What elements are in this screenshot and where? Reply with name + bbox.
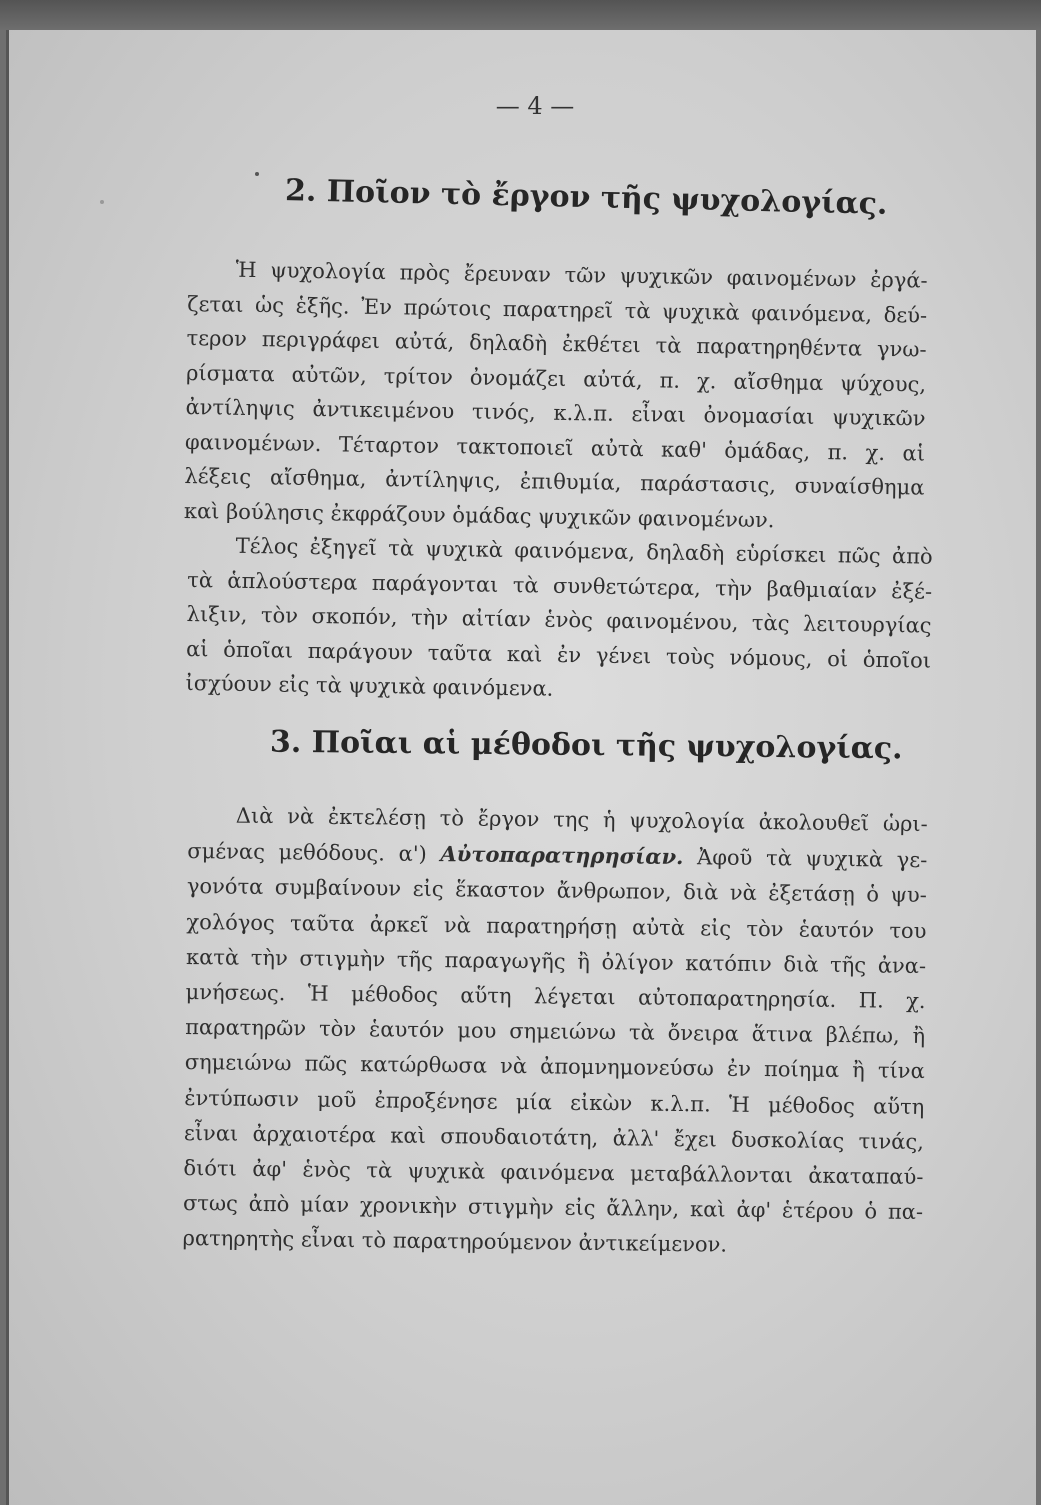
scan-top-edge	[0, 0, 1041, 30]
text-line: φαινομένων. Τέταρτον τακτοποιεῖ αὐτὰ καθ' ὁμάδας, π. χ. αἱ	[184, 429, 926, 466]
text-line: ρατηρητὴς εἶναι τὸ παρατηρούμενον ἀντικείμενον.	[182, 1226, 728, 1258]
text-line: Διὰ νὰ ἐκτελέσῃ τὸ ἔργον της ἡ ψυχολογία ἀκολουθεῖ ὡρι-	[235, 803, 928, 837]
text-line: τερον περιγράφει αὐτά, δηλαδὴ ἐκθέτει τὰ παρατηρηθέντα γνω-	[186, 325, 927, 362]
text-line: λιξιν, τὸν σκοπόν, τὴν αἰτίαν ἑνὸς φαινομένου, τὰς λειτουργίας	[186, 601, 932, 638]
emphasized-term: Αὐτοπαρατηρησίαν.	[440, 841, 684, 870]
text-line: τὰ ἁπλούστερα παράγονται τὰ συνθετώτερα, τὴν βαθμιαίαν ἐξέ-	[187, 567, 933, 604]
text-line: Ἡ ψυχολογία πρὸς ἔρευναν τῶν ψυχικῶν φαινομένων ἐργά-	[235, 257, 928, 293]
section-2-paragraph-2	[185, 528, 933, 712]
text-line: στως ἀπὸ μίαν χρονικὴν στιγμὴν εἰς ἄλλην, καὶ ἀφ' ἑτέρου ὁ πα-	[182, 1191, 924, 1225]
section-2-paragraph-1	[184, 252, 928, 540]
ink-speck	[100, 200, 104, 204]
text-line: ρίσματα αὐτῶν, τρίτον ὀνομάζει αὐτά, π. χ. αἴσθημα ψύχους,	[185, 360, 927, 397]
text-line: κατὰ τὴν στιγμὴν τῆς παραγωγῆς ἢ ὀλίγον κατόπιν διὰ τῆς ἀνα-	[185, 944, 927, 978]
text-fragment: σμένας μεθόδους. α')	[187, 839, 427, 867]
text-line: ἐντύπωσιν μοῦ ἐπροξένησε μία εἰκὼν κ.λ.π. Ἡ μέθοδος αὕτη	[184, 1085, 925, 1119]
ink-speck	[255, 172, 259, 176]
section-3-heading: 3. Ποῖαι αἱ μέθοδοι τῆς ψυχολογίας.	[269, 724, 903, 767]
text-line: ἰσχύουν εἰς τὰ ψυχικὰ φαινόμενα.	[185, 670, 554, 701]
text-line: γονότα συμβαίνουν εἰς ἕκαστον ἄνθρωπον, διὰ νὰ ἐξετάσῃ ὁ ψυ-	[186, 874, 928, 908]
text-line: ἀντίληψις ἀντικειμένου τινός, κ.λ.π. εἶναι ὀνομασίαι ψυχικῶν	[185, 394, 926, 431]
text-line: σημειώνω πῶς κατώρθωσα νὰ ἀπομνημονεύσω ἐν ποίημα ἢ τίνα	[184, 1050, 925, 1084]
text-line: χολόγος ταῦτα ἀρκεῖ νὰ παρατηρήσῃ αὐτὰ εἰς τὸν ἑαυτόν του	[186, 909, 927, 943]
section-2-heading: 2. Ποῖον τὸ ἔργον τῆς ψυχολογίας.	[284, 173, 888, 222]
text-line: λέξεις αἴσθημα, ἀντίληψις, ἐπιθυμία, παράστασις, συναίσθημα	[184, 463, 925, 500]
section-3-paragraph	[182, 798, 928, 1266]
text-line: ζεται ὡς ἑξῆς. Ἐν πρώτοις παρατηρεῖ τὰ ψυχικὰ φαινόμενα, δεύ-	[187, 291, 928, 328]
text-line: διότι ἀφ' ἑνὸς τὰ ψυχικὰ φαινόμενα μεταβάλλονται ἀκαταπαύ-	[183, 1156, 924, 1190]
text-line: παρατηρῶν τὸν ἑαυτόν μου σημειώνω τὰ ὄνειρα ἅτινα βλέπω, ἢ	[185, 1015, 926, 1049]
page-number: — 4 —	[495, 92, 575, 120]
text-line: καὶ βούλησις ἐκφράζουν ὁμάδας ψυχικῶν φαινομένων.	[183, 498, 775, 532]
text-line: μνήσεως. Ἡ μέθοδος αὕτη λέγεται αὐτοπαρατηρησία. Π. χ.	[185, 980, 926, 1014]
text-fragment: Ἀφοῦ τὰ ψυχικὰ γε-	[696, 845, 928, 873]
text-line: εἶναι ἀρχαιοτέρα καὶ σπουδαιοτάτη, ἀλλ' ἔχει δυσκολίας τινάς,	[183, 1120, 925, 1154]
document-page	[6, 30, 1036, 1505]
text-line: Τέλος ἐξηγεῖ τὰ ψυχικὰ φαινόμενα, δηλαδὴ εὑρίσκει πῶς ἀπὸ	[235, 533, 933, 569]
text-line: αἱ ὁποῖαι παράγουν ταῦτα καὶ ἐν γένει τοὺς νόμους, οἱ ὁποῖοι	[185, 636, 932, 673]
